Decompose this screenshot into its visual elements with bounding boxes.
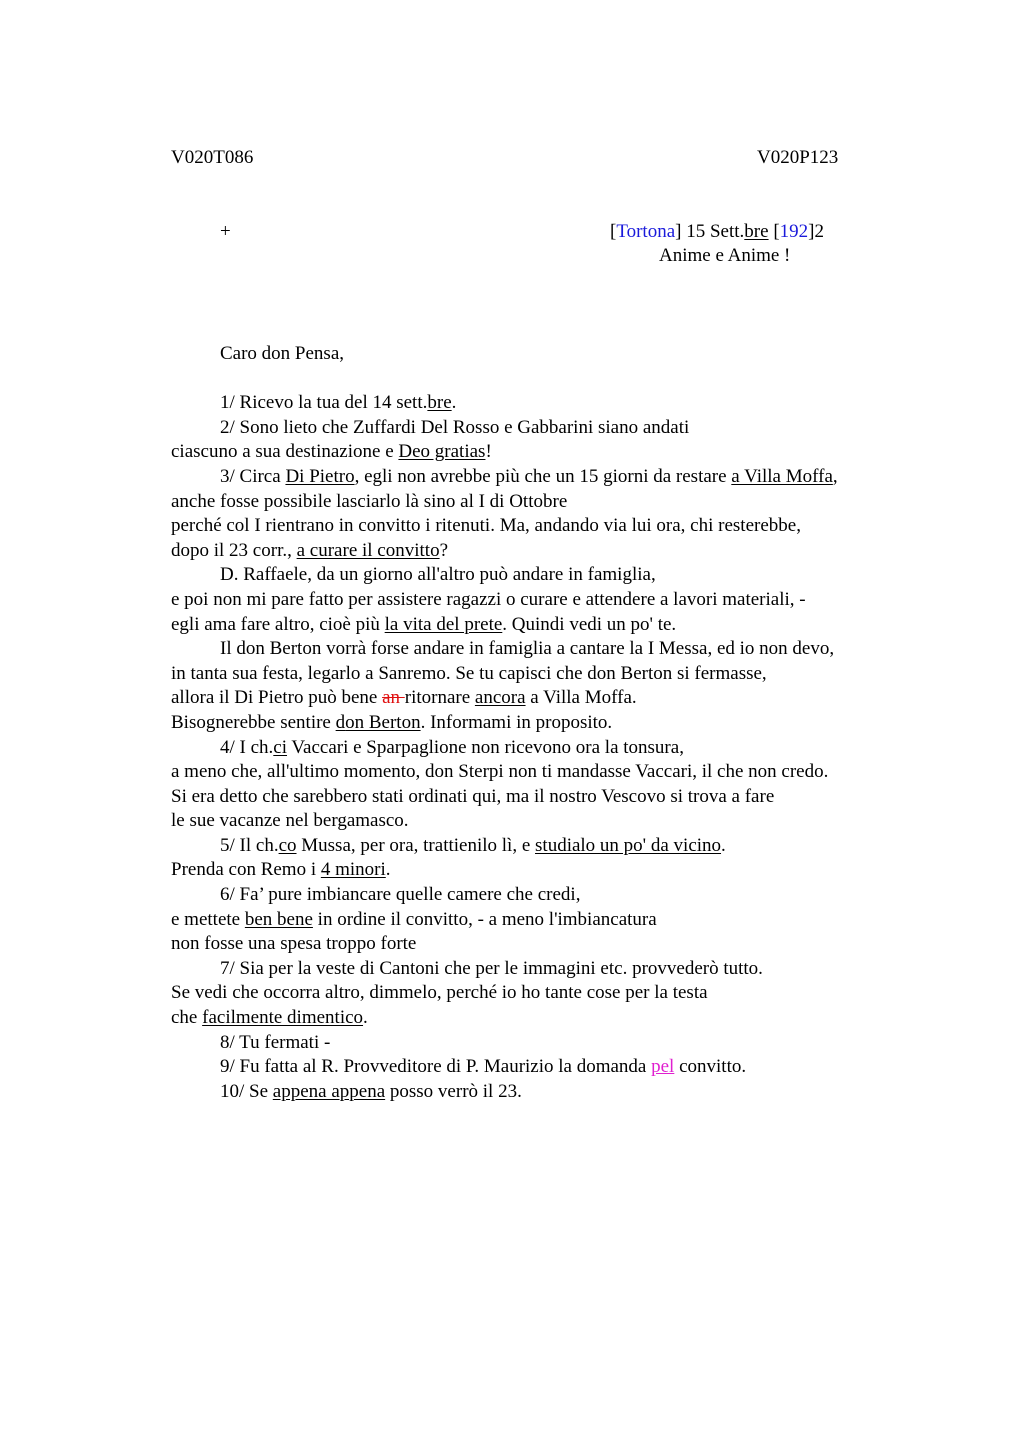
paragraph-5-line: 5/ Il ch.co Mussa, per ora, trattienilo lì, e studialo un po' da vicino.	[220, 834, 726, 856]
highlighted-word: pel	[651, 1056, 675, 1078]
paragraph-4-line: le sue vacanze nel bergamasco.	[171, 810, 409, 832]
deleted-text: an	[382, 687, 405, 709]
paragraph-9: 9/ Fu fatta al R. Provveditore di P. Maurizio la domanda pel convitto.	[220, 1056, 747, 1078]
paragraph-3-line: Bisognerebbe sentire don Berton. Informami in proposito.	[171, 711, 613, 733]
paragraph-5-line: Prenda con Remo i 4 minori.	[171, 859, 391, 881]
letter-body	[171, 342, 931, 1104]
motto: Anime e Anime !	[659, 245, 791, 266]
paragraph-7-line: che facilmente dimentico.	[171, 1007, 368, 1029]
paragraph-3-line: in tanta sua festa, legarlo a Sanremo. Se tu capisci che don Berton si fermasse,	[171, 662, 767, 684]
paragraph-3-line: anche fosse possibile lasciarlo là sino al I di Ottobre	[171, 490, 568, 512]
paragraph-3-line: egli ama fare altro, cioè più la vita del prete. Quindi vedi un po' te.	[171, 613, 677, 635]
paragraph-10: 10/ Se appena appena posso verrò il 23.	[220, 1080, 522, 1102]
paragraph-3-line: D. Raffaele, da un giorno all'altro può andare in famiglia,	[220, 564, 656, 586]
year-fragment: 192	[779, 221, 809, 242]
paragraph-4-line: a meno che, all'ultimo momento, don Sterpi non ti mandasse Vaccari, il che non credo.	[171, 761, 829, 783]
dateline: [Tortona] 15 Sett.bre [192]2	[610, 221, 824, 242]
document-code-left: V020T086	[171, 147, 254, 168]
place-name: Tortona	[616, 221, 676, 242]
paragraph-8: 8/ Tu fermati -	[220, 1031, 331, 1053]
paragraph-7-line: 7/ Sia per la veste di Cantoni che per le immagini etc. provvederò tutto.	[220, 957, 763, 979]
paragraph-3-line: 3/ Circa Di Pietro, egli non avrebbe più che un 15 giorni da restare a Villa Moffa,	[220, 465, 838, 487]
paragraph-2-line: 2/ Sono lieto che Zuffardi Del Rosso e Gabbarini siano andati	[220, 416, 690, 438]
paragraph-3-line: dopo il 23 corr., a curare il convitto?	[171, 539, 449, 561]
paragraph-3-line: Il don Berton vorrà forse andare in famiglia a cantare la I Messa, ed io non devo,	[220, 638, 835, 660]
paragraph-3-line: perché col I rientrano in convitto i ritenuti. Ma, andando via lui ora, chi resterebbe,	[171, 515, 801, 537]
paragraph-3-line: allora il Di Pietro può bene an ritornare ancora a Villa Moffa.	[171, 687, 637, 709]
salutation: Caro don Pensa,	[220, 343, 345, 364]
paragraph-3-line: e poi non mi pare fatto per assistere ragazzi o curare e attendere a lavori materiali, -	[171, 588, 806, 610]
paragraph-6-line: e mettete ben bene in ordine il convitto, - a meno l'imbiancatura	[171, 908, 657, 930]
paragraph-2-line: ciascuno a sua destinazione e Deo gratias!	[171, 441, 492, 463]
document-code-right: V020P123	[757, 147, 839, 168]
paragraph-4-line: Si era detto che sarebbero stati ordinati qui, ma il nostro Vescovo si trova a fare	[171, 785, 775, 807]
paragraph-7-line: Se vedi che occorra altro, dimmelo, perché io ho tante cose per la testa	[171, 982, 708, 1004]
paragraph-6-line: non fosse una spesa troppo forte	[171, 933, 417, 955]
paragraph-6-line: 6/ Fa’ pure imbiancare quelle camere che credi,	[220, 884, 581, 906]
paragraph-1: 1/ Ricevo la tua del 14 sett.bre.	[220, 392, 457, 414]
paragraph-4-line: 4/ I ch.ci Vaccari e Sparpaglione non ricevono ora la tonsura,	[220, 736, 684, 758]
cross-symbol: +	[220, 221, 231, 242]
